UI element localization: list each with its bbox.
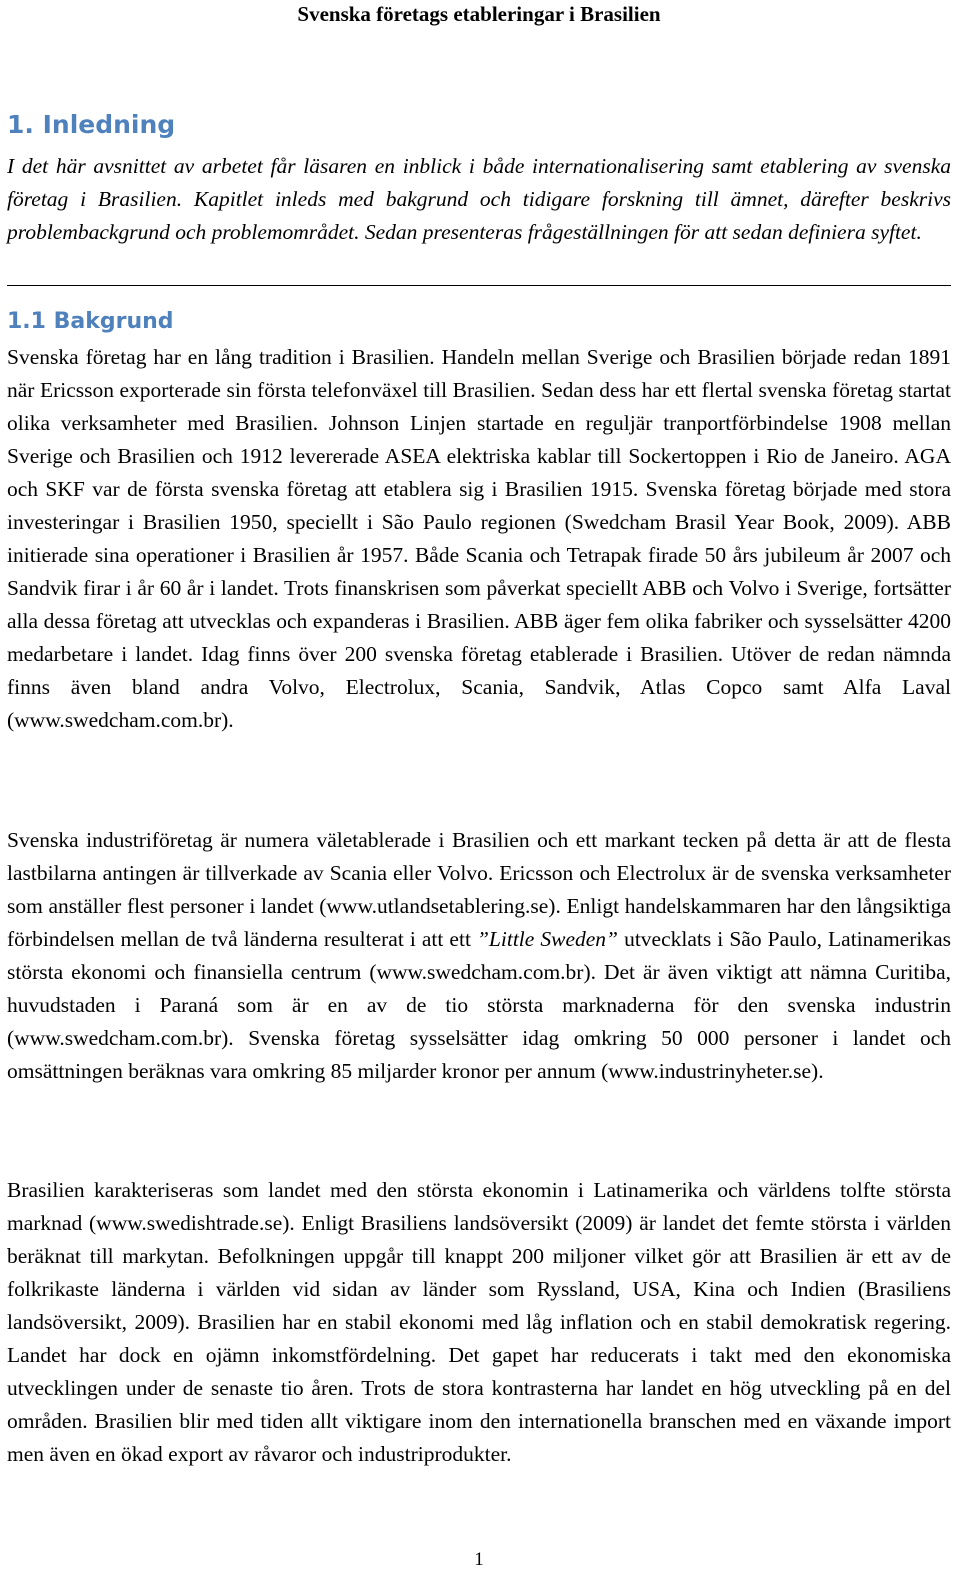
page-number: 1 (474, 1549, 484, 1570)
body-paragraph-1: Svenska företag har en lång tradition i Brasilien. Handeln mellan Sverige och Brasilien började redan 1891 när Ericsson exporterade sin första telefonväxel till Brasilien. Sedan dess har ett flertal svenska företag startat olika verksamheter med Brasilien. Johnson Linjen startade en reguljär tranportförbindelse 1908 mellan Sverige och Brasilien och 1912 levererade ASEA elektriska kablar till Sockertoppen i Rio de Janeiro. AGA och SKF var de första svenska företag att etablera sig i Brasilien 1915. Svenska företag började med stora investeringar i Brasilien 1950, speciellt i São Paulo regionen (Swedcham Brasil Year Book, 2009). ABB initierade sina operationer i Brasilien år 1957. Både Scania och Tetrapak firade 50 års jubileum år 2007 och Sandvik firar i år 60 år i landet. Trots finanskrisen som påverkat speciellt ABB och Volvo i Sverige, fortsätter alla dessa företag att utvecklas och expanderas i Brasilien. ABB äger fem olika fabriker och sysselsätter 4200 medarbetare i landet. Idag finns över 200 svenska företag etablerade i Brasilien. Utöver de redan nämnda finns även bland andra Volvo, Electrolux, Scania, Sandvik, Atlas Copco samt Alfa Laval (www.swedcham.com.br). (7, 345, 951, 732)
section-heading-bakgrund: 1.1 Bakgrund (7, 309, 174, 334)
body-paragraph-3: Brasilien karakteriseras som landet med den största ekonomin i Latinamerika och världens tolfte största marknad (www.swedishtrade.se). Enligt Brasiliens landsöversikt (2009) är landet det femte största i världen beräknat till markytan. Befolkningen uppgår till knappt 200 miljoner vilket gör att Brasilien är ett av de folkrikaste länderna i världen vid sidan av länder som Ryssland, USA, Kina och Indien (Brasiliens landsöversikt, 2009). Brasilien har en stabil ekonomi med låg inflation och en stabil demokratisk regering. Landet har dock en ojämn inkomstfördelning. Det gapet har reducerats i takt med den ekonomiska utvecklingen under de senaste tio åren. Trots de stora kontrasterna har landet en hög utveckling på en del områden. Brasilien blir med tiden allt viktigare inom den internationella branschen med en växande import men även en ökad export av råvaror och industriprodukter. (7, 1178, 951, 1466)
section-heading-inledning: 1. Inledning (7, 110, 176, 139)
paragraph-2-text-end: utvecklats i São Paulo, Latinamerikas största ekonomi och finansiella centrum (www.swedcham.com.br). Det är även viktigt att nämna Curitiba, huvudstaden i Paraná som är en av de tio största marknaderna för den svenska industrin (www.swedcham.com.br). Svenska företag sysselsätter idag omkring 50 000 personer i landet och omsättningen beräknas vara omkring 85 miljarder kronor per annum (www.industrinyheter.se). (7, 927, 951, 1083)
running-header: Svenska företags etableringar i Brasilien (297, 2, 661, 26)
section-divider (7, 285, 951, 286)
body-paragraph-2 (7, 824, 951, 1088)
intro-paragraph: I det här avsnittet av arbetet får läsaren en inblick i både internationalisering samt etablering av svenska företag i Brasilien. Kapitlet inleds med bakgrund och tidigare forskning till ämnet, därefter beskrivs problembackgrund och problemområdet. Sedan presenteras frågeställningen för att sedan definiera syftet. (7, 154, 951, 244)
little-sweden-emphasis: ”Little Sweden” (476, 927, 619, 951)
paragraph-2-text-start: Svenska industriföretag är numera väletablerade i Brasilien och ett markant tecken på detta är att de flesta lastbilarna antingen är tillverkade av Scania eller Volvo. Ericsson och Electrolux är de svenska verksamheter som anställer flest personer i landet (www.utlandsetablering.se). Enligt handelskammaren har den långsiktiga förbindelsen mellan de två länderna resulterat i att ett (7, 828, 951, 951)
